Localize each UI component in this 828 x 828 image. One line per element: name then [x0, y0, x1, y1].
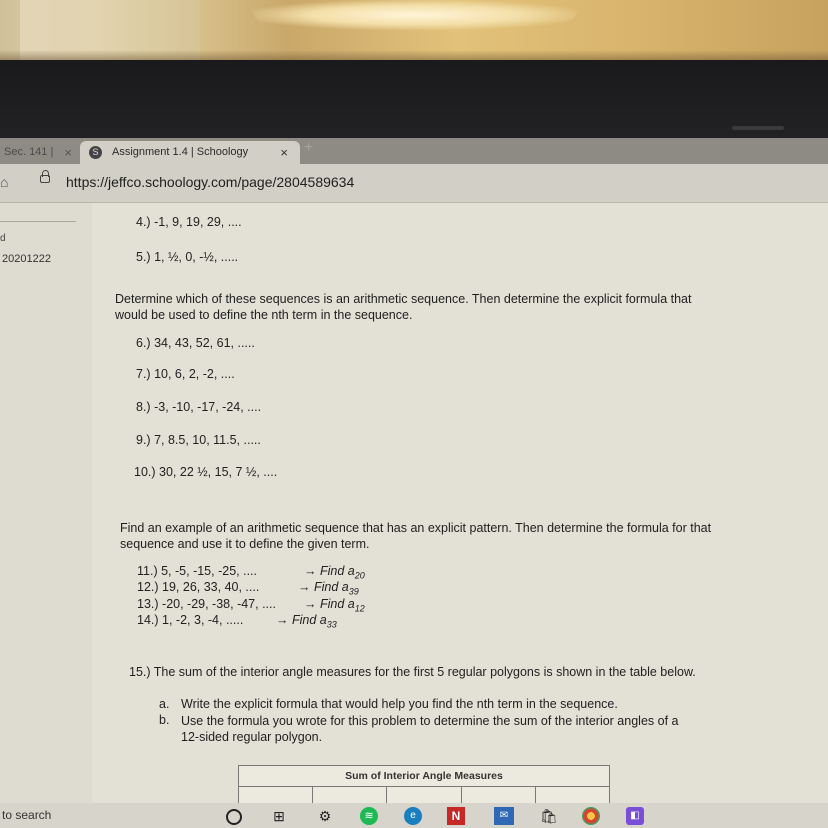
monitor-bezel	[0, 60, 828, 142]
taskbar	[0, 803, 828, 828]
problem-11: 11.) 5, -5, -15, -25, ....	[137, 564, 257, 578]
problem-13: 13.) -20, -29, -38, -47, ....	[137, 597, 276, 611]
close-icon[interactable]: ×	[280, 145, 288, 160]
home-icon[interactable]: ⌂	[0, 174, 9, 190]
edge-icon[interactable]: e	[404, 807, 422, 825]
lock-icon[interactable]	[40, 175, 50, 183]
tab-label: Assignment 1.4 | Schoology	[112, 146, 249, 158]
problem-8: 8.) -3, -10, -17, -24, ....	[136, 400, 262, 414]
problem-4: 4.) -1, 9, 19, 29, ....	[136, 215, 242, 229]
tab-sec-141[interactable]	[0, 141, 78, 164]
part-a-text: Write the explicit formula that would help you find the nth term in the sequence.	[181, 697, 618, 711]
taskbar-search[interactable]: to search	[2, 808, 52, 822]
store-icon[interactable]: 🛍	[540, 808, 558, 824]
sidebar-mark: d	[0, 233, 6, 244]
chrome-icon[interactable]	[582, 807, 600, 825]
problem-14: 14.) 1, -2, 3, -4, .....	[137, 613, 244, 627]
find-a20: → Find $a_{20}$	[304, 564, 365, 581]
problem-10: 10.) 30, 22 ½, 15, 7 ½, ....	[134, 465, 278, 479]
url-field[interactable]: https://jeffco.schoology.com/page/2804589634	[66, 174, 355, 190]
find-a12: → Find $a_{12}$	[304, 597, 365, 614]
instruction-arithmetic: Determine which of these sequences is an arithmetic sequence. Then determine the explicit formula that would be used to define the nth term in the sequence.	[115, 292, 692, 322]
page-body	[0, 203, 828, 803]
document-content	[92, 203, 828, 803]
sidebar-id[interactable]: 20201222	[2, 253, 51, 265]
ceiling-light	[250, 0, 580, 30]
problem-12: 12.) 19, 26, 33, 40, ....	[137, 580, 260, 594]
problem-7: 7.) 10, 6, 2, -2, ....	[136, 367, 235, 381]
part-b-text: Use the formula you wrote for this problem to determine the sum of the interior angles of a 12-sided regular polygon.	[181, 714, 679, 744]
angle-table	[238, 765, 610, 805]
part-a-label: a.	[159, 697, 170, 711]
spotify-icon[interactable]: ≋	[360, 807, 378, 825]
cortana-icon[interactable]	[226, 809, 242, 825]
sidebar-divider	[0, 221, 76, 222]
find-a33: → Find $a_{33}$	[276, 613, 337, 630]
screen	[0, 138, 828, 828]
problem-15: 15.) The sum of the interior angle measures for the first 5 regular polygons is shown in the table below.	[129, 665, 696, 679]
webcam	[732, 126, 784, 130]
close-icon[interactable]: ×	[64, 145, 72, 160]
twitch-icon[interactable]: ◧	[626, 807, 644, 825]
address-bar	[0, 164, 828, 203]
tab-bar	[0, 138, 828, 164]
table-caption: Sum of Interior Angle Measures	[239, 766, 609, 787]
schoology-icon: S	[89, 146, 102, 159]
tab-assignment[interactable]	[80, 141, 300, 164]
mail-icon[interactable]: ✉	[494, 807, 514, 825]
netflix-icon[interactable]: N	[447, 807, 465, 825]
new-tab-button[interactable]: +	[304, 139, 314, 156]
problem-5: 5.) 1, ½, 0, -½, .....	[136, 250, 239, 264]
find-a39: → Find $a_{39}$	[298, 580, 359, 597]
part-b-label: b.	[159, 713, 170, 727]
instruction-explicit: Find an example of an arithmetic sequence that has an explicit pattern. Then determine the formula for that sequence and use it to define the given term.	[120, 521, 712, 551]
tab-label: Sec. 141 |	[4, 146, 54, 158]
problem-9: 9.) 7, 8.5, 10, 11.5, .....	[136, 433, 261, 447]
problem-6: 6.) 34, 43, 52, 61, .....	[136, 336, 255, 350]
settings-icon[interactable]: ⚙	[318, 808, 332, 824]
task-view-icon[interactable]: ⊞	[273, 808, 285, 824]
